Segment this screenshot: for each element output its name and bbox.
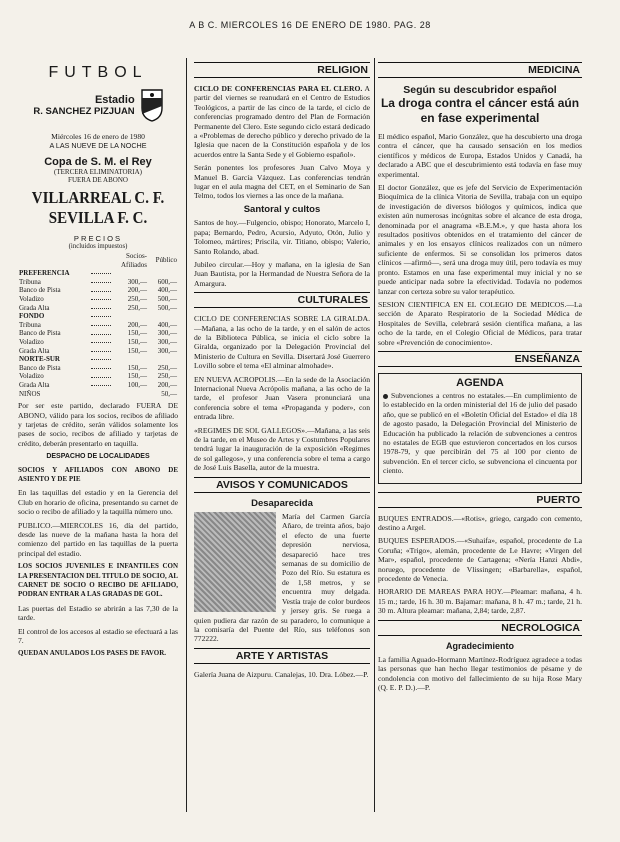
price-row (18, 295, 178, 304)
price-label: NIÑOS (19, 389, 41, 398)
round-label: (TERCERA ELIMINATORIA) (54, 168, 142, 176)
prices-table (18, 252, 178, 398)
section-necrologica: NECROLOGICA (378, 620, 582, 636)
stadium-logo (18, 88, 178, 122)
estadio-label: Estadio (94, 93, 135, 106)
price-publico: 300,— (157, 329, 177, 338)
buques-entrados: BUQUES ENTRADOS.—«Rotis», griego, cargado con cemento, destino a Argel. (378, 513, 582, 532)
santoral-title: Santoral y cultos (243, 203, 321, 215)
team-home: VILLARREAL C. F. (31, 188, 165, 207)
price-socios: 250,— (127, 303, 147, 312)
abono-note: Por ser este partido, declarado FUERA DE ABONO, válido para los socios, recibos de afiliado y tarjetas de crédito, serán válidos solamente los pases de socio, recibos de afiliado y tarjetas de crédito, deberán presentarlo en taquilla. (18, 401, 178, 448)
desaparecida-title: Desaparecida (251, 497, 313, 509)
price-row (18, 312, 178, 321)
price-publico (148, 269, 178, 278)
column-rule (186, 58, 187, 812)
price-label: PREFERENCIA (19, 269, 70, 278)
necrologica-text: La familia Aguado-Hormann Martínez-Rodríguez agradece a todas las personas que han hecho llegar testimonios de pésame y de condolencia con motivo del fallecimiento de su hija Rose Mary (Q. E. P. D.).—P. (378, 655, 582, 693)
price-publico (148, 312, 178, 321)
cultural-acropolis: EN NUEVA ACROPOLIS.—En la sede de la Asociación Internacional Nueva Acrópolis mañana, a las ocho de la tarde, el profesor Juan Vasera pronunciará una conferencia sobre el tema «Propaganda y poder», con entrada libre. (194, 374, 370, 422)
price-label: Tribuna (19, 320, 41, 329)
agenda-title: AGENDA (456, 376, 504, 389)
price-row (18, 355, 178, 364)
despacho-title: DESPACHO DE LOCALIDADES (46, 453, 150, 461)
section-religion: RELIGION (194, 62, 370, 78)
match-date: Miércoles 16 de enero de 1980 (51, 132, 145, 141)
price-socios: 100,— (127, 380, 147, 389)
missing-person-photo (194, 512, 276, 612)
ciclo-clero-text-2: Serán ponentes los profesores Juan Calvo Moya y Manuel B. García Vázquez. Las conferencias tendrán lugar en el aula magna del CET, en el Seminario de San Telmo, todos los viernes a las once de la mañana. (194, 163, 370, 201)
price-label: Grada Alta (19, 303, 50, 312)
cultural-giralda: CICLO DE CONFERENCIAS SOBRE LA GIRALDA.—Mañana, a las ocho de la tarde, y en el salón de actos de la Biblioteca Pública, se inicia el ciclo sobre la Giralda, organizado por la Delegación Provincial del Ministerio de Cultura en Sevilla. Disertará José Guerrero Lovillo sobre el tema «El alminar almohade». (194, 314, 370, 371)
buques-esperados: BUQUES ESPERADOS.—«Suhaifa», español, procedente de La Coruña; «Trigo», alemán, procedente de Le Havre; «Virgen del Mar», español, procedente de Cartagena; «Nería Hanzi Abdi», noruego, procedente de Vlissingen; «Barbarella», español, procedente de Venecia. (378, 536, 582, 584)
price-socios: 150,— (127, 329, 147, 338)
socios-text: En las taquillas del estadio y en la Gerencia del Club en horario de oficina, presentando su carnet de socio o recibo de afiliado y la taquilla número uno. (18, 488, 178, 517)
price-socios: 150,— (127, 346, 147, 355)
medicina-text-2: El doctor González, que es jefe del Servicio de Experimentación Bioquímica de la clínica Vitoria de Sevilla, trabaja con un equipo de investigación de diversos biólogos y químicos, indica que existen aún numerosas incógnitas sobre el alcance de esta droga, denominada por el anagrama «B.E.M.», y que hasta ahora los resultados positivos obtenidos en el tratamiento del cáncer de animales y en los ensayos clínicos realizados con un número suficiente de enfermos. Si se consolidan los primeros datos clínicos —afirmó—, será una droga muy útil, pero todavía es muy pronto. Estamos en una fase experimental muy inicial y no se puede anticipar nada sobre la efectividad. Todavía no podemos lanzar con certeza sobre su valor terapéutico. (378, 183, 582, 296)
entrada-text: El control de los accesos al estadio se efectuará a las 7. (18, 626, 178, 646)
prices-subtitle: (incluidos impuestos) (68, 243, 128, 250)
price-label: Banco de Pista (19, 363, 61, 372)
price-publico: 500,— (157, 303, 177, 312)
column-medicine-port (378, 58, 582, 832)
fuera-abono-label: FUERA DE ABONO (68, 176, 128, 184)
price-label: FONDO (19, 312, 45, 321)
puertas-text: Las puertas del Estadio se abrirán a las 7,30 de la tarde. (18, 603, 178, 623)
price-row (18, 381, 178, 390)
price-publico: 300,— (157, 337, 177, 346)
horario-mareas: HORARIO DE MAREAS PARA HOY.—Pleamar: mañana, 4 h. 15 m.; tarde, 16 h. 30 m. Bajamar: mañana, 8 h. 47 m.; tarde, 21 h. 30 m. Altura pleamar: mañana, 2,84; tarde, 2,87. (378, 587, 582, 616)
desaparecida-text: María del Carmen García Añaro, de treinta años, bajo el efecto de una fuerte depresión nerviosa, desapareció hace tres semanas de su domicilio de Pozo del Río. Su estatura es de 1,58 metros, y se encuentra muy delgada. Vestía traje de color burdeos y jersey gris. Se ruega a quien pudiera dar razón de su paradero, lo comunique a la comisaría del Puente del Río, sus teléfonos son 772222. (194, 512, 370, 644)
price-row (18, 321, 178, 330)
price-publico: 400,— (157, 286, 177, 295)
price-row (18, 269, 178, 278)
headline-sub: Según su descubridor español (403, 84, 557, 96)
price-socios (112, 269, 148, 278)
ciclo-clero-text: A partir del viernes se reanudará en el Centro de Estudios Teológicos, a partir de las cinco de la tarde, el ciclo de conferencias programado dentro del Plan de Formación Permanente del Clero. Este segundo ciclo estará dedicado a «Problemas de derecho público y derecho privado de la Iglesia que nacen de la Constitución española y de los acuerdos entre la Santa Sede y el Gobierno español». (194, 84, 370, 159)
section-ensenanza: ENSEÑANZA (378, 351, 582, 367)
juveniles-text: LOS SOCIOS JUVENILES E INFANTILES CON LA PRESENTACION DEL TITULO DE SOCIO, AL CARNET DE SOCIO O RECIBO DE AFILIADO, PODRAN ENTRAR A LAS GRADAS DE GOL. (18, 562, 178, 599)
cup-name: Copa de S. M. el Rey (44, 156, 152, 168)
price-socios: 200,— (127, 286, 147, 295)
price-label: Voladizo (19, 294, 44, 303)
agenda-text: Subvenciones a centros no estatales.—En cumplimiento de lo establecido en la orden ministerial del 16 de julio del pasado año, que se publicó en el «Boletín Oficial del Estado» el día 18 de agosto pasado, la Delegación Provincial del Ministerio de Educación ha publicado la relación de subvenciones a centros no estatales de EGB que estuvieron concertados en los cursos 1978-79, y que percibirán del 75 al 100 por ciento de subvención. En el tercer ciclo, se subvenciona el cincuenta por ciento. (383, 390, 577, 476)
section-culturales: CULTURALES (194, 292, 370, 308)
santos-text: Santos de hoy.—Fulgencio, obispo; Honorato, Marcelo I, papa; Bernardo, Pedro, Acursio, Adyuto, Otón, Julio y Tolomeo, mártires; Priscila, vir. Titiano, obispo; Valerio, Santo Rolando, abad. (194, 218, 370, 256)
match-time: A LAS NUEVE DE LA NOCHE (49, 141, 147, 150)
futbol-title: FUTBOL (48, 64, 148, 81)
col-socios-header: Socios-Afiliados (120, 252, 147, 269)
price-publico: 250,— (157, 372, 177, 381)
page-header: A B C. MIERCOLES 16 DE ENERO DE 1980. PAG. 28 (189, 20, 431, 30)
column-rule (374, 58, 375, 812)
price-row (18, 372, 178, 381)
price-socios: 250,— (127, 294, 147, 303)
price-row (18, 286, 178, 295)
price-row (18, 347, 178, 356)
column-religion-culture (194, 58, 370, 832)
agenda-box (378, 373, 582, 484)
price-label: NORTE-SUR (19, 355, 60, 364)
price-row (18, 278, 178, 287)
price-publico: 400,— (157, 320, 177, 329)
price-label: Voladizo (19, 337, 44, 346)
sevilla-crest-icon (141, 88, 163, 122)
price-label: Grada Alta (19, 346, 50, 355)
ciclo-clero-title: CICLO DE CONFERENCIAS PARA EL CLERO. (194, 84, 363, 93)
bullet-icon (383, 394, 388, 399)
price-label: Grada Alta (19, 380, 50, 389)
price-socios: 300,— (127, 277, 147, 286)
section-puerto: PUERTO (378, 492, 582, 508)
price-publico: 200,— (157, 380, 177, 389)
medicina-text-3: SESION CIENTIFICA EN EL COLEGIO DE MEDICOS.—La sección de Aparato Respiratorio de la Sociedad Médica de Hospitales de Sevilla, celebrará sesión científica mañana, a las ocho de la tarde, en el Colegio Oficial de Médicos, para tratar sobre «Prevención de conocimiento». (378, 299, 582, 347)
price-label: Banco de Pista (19, 286, 61, 295)
price-row (18, 304, 178, 313)
section-medicina: MEDICINA (378, 62, 582, 78)
price-row (18, 364, 178, 373)
price-label: Tribuna (19, 277, 41, 286)
arte-text: Galería Juana de Aizpuru. Canalejas, 10. Dra. Lóbez.—P. (194, 669, 369, 679)
agradecimiento-title: Agradecimiento (445, 640, 514, 651)
anulados-text: QUEDAN ANULADOS LOS PASES DE FAVOR. (18, 649, 167, 658)
football-ad (18, 58, 178, 832)
price-publico: 600,— (157, 277, 177, 286)
price-row (18, 338, 178, 347)
price-row (18, 329, 178, 338)
price-socios: 150,— (127, 372, 147, 381)
price-publico: 250,— (157, 363, 177, 372)
price-socios: 200,— (127, 320, 147, 329)
section-avisos: AVISOS Y COMUNICADOS (194, 477, 370, 493)
estadio-name: R. SANCHEZ PIZJUAN (33, 105, 135, 117)
socios-heading: SOCIOS Y AFILIADOS CON ABONO DE ASIENTO Y DE PIE (18, 465, 178, 483)
publico-text: PUBLICO.—MIERCOLES 16, día del partido, desde las nueve de la mañana hasta la hora del comienzo del partido en las taquillas de la puerta principal del estadio. (18, 520, 178, 558)
col-publico-header: Público (155, 256, 177, 265)
price-publico: 300,— (157, 346, 177, 355)
price-socios (112, 312, 148, 321)
medicina-text-1: El médico español, Mario González, que ha descubierto una droga contra el cáncer, que ha causado sensación en los medios científicos y médicos de Europa, Estados Unidos y Canadá, ha declarado a ABC que el descubrimiento está todavía en fase muy experimental. (378, 132, 582, 179)
headline-main: La droga contra el cáncer está aún en fase experimental (380, 96, 580, 125)
cultural-gallegos: «REGIMES DE SOL GALLEGOS».—Mañana, a las seis de la tarde, en el Museo de Artes y Costumbres Populares tendrá lugar la inauguración de la exposición «Regimes de sol gallegos», y una conferencia sobre el tema a cargo de José Luis Basella, autor de la muestra. (194, 425, 370, 473)
price-publico: 50,— (161, 389, 177, 398)
section-arte: ARTE Y ARTISTAS (194, 648, 370, 664)
price-publico: 500,— (157, 294, 177, 303)
prices-title: PRECIOS (73, 234, 123, 243)
price-label: Voladizo (19, 372, 44, 381)
price-label: Banco de Pista (19, 329, 61, 338)
price-socios (112, 355, 148, 364)
price-publico (148, 355, 178, 364)
price-socios: 150,— (127, 337, 147, 346)
jubileo-text: Jubileo circular.—Hoy y mañana, en la iglesia de San Juan Bautista, por la Hermandad de Nuestra Señora de la Amargura. (194, 259, 370, 288)
price-socios: 150,— (127, 363, 147, 372)
team-away: SEVILLA F. C. (48, 208, 148, 227)
